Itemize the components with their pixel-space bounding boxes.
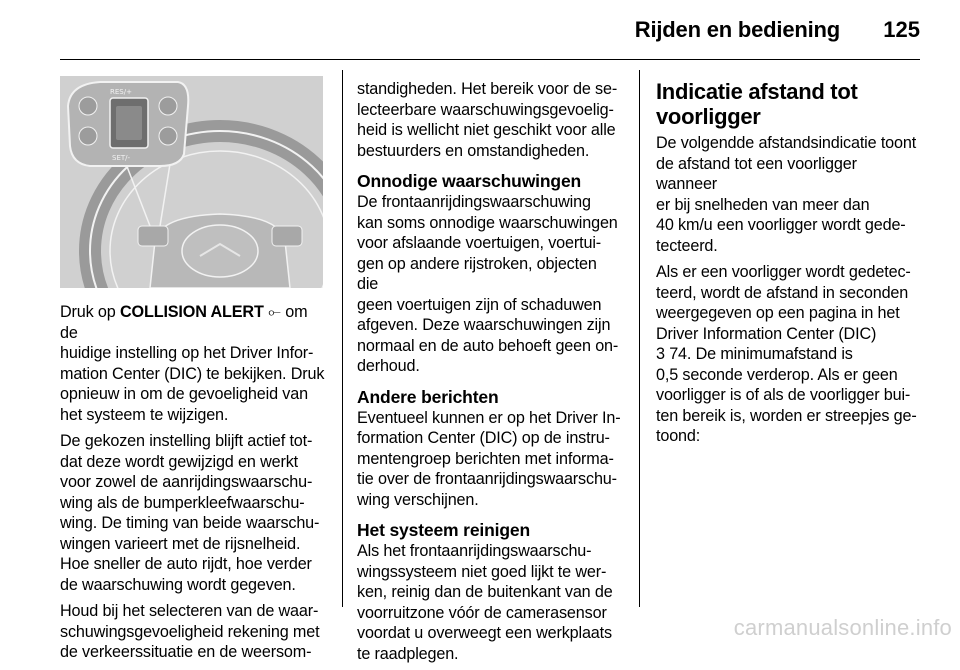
text-line: de afstand tot een voorligger wanneer [656,154,857,193]
text-line: Als er een voorligger wordt gedetec- [656,263,911,281]
text-line: voor zowel de aanrijdingswaarschu- [60,473,313,491]
panel-label-res: RES/+ [110,88,132,96]
text-line: geen voertuigen zijn of schaduwen [357,295,602,314]
column-3 [656,79,921,453]
page-title: Rijden en bediening [634,17,840,42]
column-divider [342,70,343,607]
text-line: Eventueel kunnen er op het Driver In- [357,408,621,427]
text-line: wingen varieert met de rijsnelheid. [60,534,301,553]
paragraph-collision-alert [60,302,328,425]
text-line: normaal en de auto behoeft geen on- [357,336,619,355]
paragraph-distance-detail [656,262,921,447]
text-line: mation Center (DIC) te bekijken. Druk [60,364,325,383]
text-line: standigheden. Het bereik voor de se- [357,80,618,98]
heading-unnecessary-warnings: Onnodige waarschuwingen [357,171,582,191]
steering-wheel-drawing [60,76,323,288]
text-line: formation Center (DIC) op de instru- [357,429,610,447]
text-line: voordat u overweegt een werkplaats [357,624,612,642]
text-line: er bij snelheden van meer dan [656,195,870,214]
text-line: derhoud. [357,357,420,375]
panel-label-set: SET/- [112,154,131,162]
page-number: 125 [883,17,920,42]
text-line: De frontaanrijdingswaarschuwing [357,193,591,211]
paragraph-distance-intro [656,133,921,256]
paragraph-continuation [357,79,622,161]
column-1 [60,302,328,669]
text-line: kan soms onnodige waarschuwingen [357,213,618,232]
text-line: weergegeven op een pagina in het [656,304,900,322]
text-line: te raadplegen. [357,644,459,663]
text-line: tecteerd. [656,236,718,255]
text-line: Driver Information Center (DIC) [656,324,877,343]
text-line: Hoe sneller de auto rijdt, hoe verder [60,555,312,573]
text-line: afgeven. Deze waarschuwingen zijn [357,316,611,334]
text-line: 3 74. De minimumafstand is [656,345,853,363]
text-line: bestuurders en omstandigheden. [357,141,590,160]
text-line: opnieuw in om de gevoeligheid van [60,385,308,403]
text-line: om de [60,303,308,342]
text-line: Indicatie afstand tot [656,79,858,104]
text-line: mentengroep berichten met informa- [357,449,614,468]
text-line: wingssysteem niet goed lijkt te wer- [357,562,607,581]
text-line: wing. De timing van beide waarschu- [60,514,320,532]
collision-alert-icon: ⟜ [268,303,281,321]
text-line: toond: [656,427,701,445]
text-line: wing als de bumperkleefwaarschu- [60,493,305,512]
paragraph-sensitivity [60,601,328,663]
text-line: gen op andere rijstroken, objecten die [357,254,597,293]
paragraph-cleaning [357,541,622,664]
text-line: Houd bij het selecteren van de waar- [60,602,319,620]
text-line: voorligger is of als de voorligger bui- [656,386,911,404]
column-divider [639,70,640,607]
text-line: de waarschuwing wordt gegeven. [60,575,296,594]
text-line: De volgendde afstandsindicatie toont [656,134,917,152]
text-line: heid is wellicht niet geschikt voor alle [357,121,616,139]
steering-wheel-illustration [60,76,323,288]
text-line: lecteerbare waarschuwingsgevoelig- [357,100,614,119]
text-line: 0,5 seconde verderop. Als er geen [656,365,898,384]
text-line: de verkeerssituatie en de weersom- [60,643,312,661]
paragraph-unnecessary-warnings [357,192,622,377]
text-line: wing verschijnen. [357,490,479,509]
text-line: schuwingsgevoeligheid rekening met [60,622,320,641]
collision-alert-button-label: COLLISION ALERT [119,303,264,321]
heading-distance-indication [656,79,921,129]
text-line: tie over de frontaanrijdingswaarschu- [357,470,617,488]
text-line: voor afslaande voertuigen, voertui- [357,234,602,252]
header-divider [60,59,920,60]
text-line: huidige instelling op het Driver Infor- [60,344,314,362]
text-line: De gekozen instelling blijft actief tot- [60,432,313,450]
text-line: voorruitzone vóór de camerasensor [357,603,607,622]
text-line: het systeem te wijzigen. [60,405,229,424]
text-line: 40 km/u een voorligger wordt gede- [656,216,906,234]
text-line: voorligger [656,104,761,129]
text-fragment: Druk op [60,303,120,321]
heading-other-messages: Andere berichten [357,386,499,407]
text-line: dat deze wordt gewijzigd en werkt [60,452,298,471]
text-line: ten bereik is, worden er streepjes ge- [656,406,917,425]
text-line: Als het frontaanrijdingswaarschu- [357,542,592,560]
text-line: ken, reinig dan de buitenkant van de [357,583,613,601]
paragraph-other-messages [357,408,622,511]
paragraph-setting-active [60,431,328,595]
watermark: carmanualsonline.info [733,615,952,640]
column-2 [357,79,622,670]
heading-cleaning: Het systeem reinigen [357,520,531,540]
text-line: teerd, wordt de afstand in seconden [656,283,909,302]
